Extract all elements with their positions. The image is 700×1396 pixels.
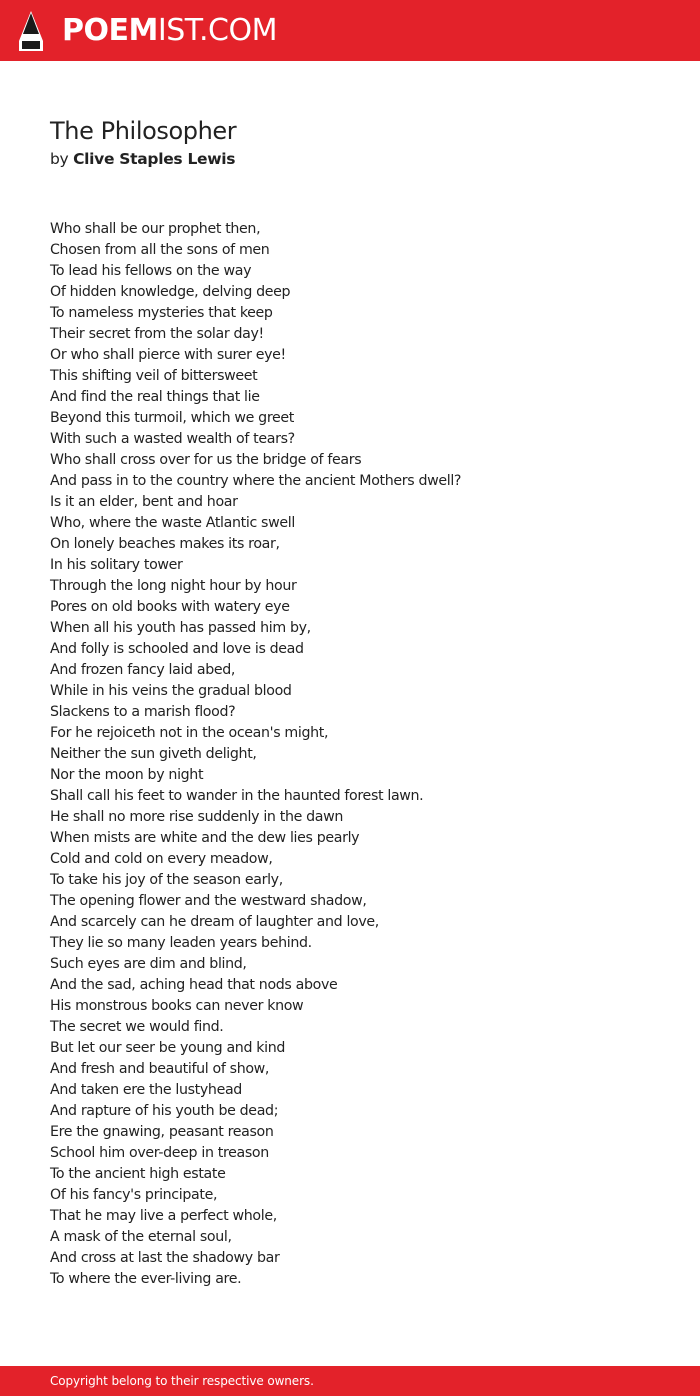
poem-line: Ere the gnawing, peasant reason bbox=[50, 1124, 274, 1140]
poem-line: His monstrous books can never know bbox=[50, 998, 304, 1014]
poem-line: When mists are white and the dew lies pearly bbox=[50, 830, 360, 846]
poem-line: Shall call his feet to wander in the haunted forest lawn. bbox=[50, 788, 424, 804]
poem-line: They lie so many leaden years behind. bbox=[50, 935, 312, 951]
poem-line: Who shall be our prophet then, bbox=[50, 221, 261, 237]
poem-byline bbox=[50, 148, 235, 170]
poem-line: And rapture of his youth be dead; bbox=[50, 1103, 279, 1119]
poem-line: Who, where the waste Atlantic swell bbox=[50, 515, 295, 531]
poem-line: The secret we would find. bbox=[50, 1019, 224, 1035]
poem-line: With such a wasted wealth of tears? bbox=[50, 431, 295, 447]
poem-line: The opening flower and the westward shadow, bbox=[50, 893, 367, 909]
poem-line: When all his youth has passed him by, bbox=[50, 620, 311, 636]
copyright-text: Copyright belong to their respective owners. bbox=[50, 1374, 314, 1388]
poem-line: While in his veins the gradual blood bbox=[50, 683, 292, 699]
poem-line: To the ancient high estate bbox=[50, 1166, 226, 1182]
poem-line: And frozen fancy laid abed, bbox=[50, 662, 236, 678]
poem-line: And scarcely can he dream of laughter and love, bbox=[50, 914, 379, 930]
poem-line: And the sad, aching head that nods above bbox=[50, 977, 338, 993]
poem-line: And taken ere the lustyhead bbox=[50, 1082, 242, 1098]
poem-line: And folly is schooled and love is dead bbox=[50, 641, 304, 657]
site-logo[interactable] bbox=[62, 11, 277, 51]
poem-line: And find the real things that lie bbox=[50, 389, 260, 405]
site-footer bbox=[0, 1366, 700, 1396]
poem-line: On lonely beaches makes its roar, bbox=[50, 536, 280, 552]
author-name[interactable]: Clive Staples Lewis bbox=[73, 150, 236, 168]
poem-title: The Philosopher bbox=[50, 117, 237, 145]
poem-line: This shifting veil of bittersweet bbox=[50, 368, 258, 384]
poem-line: And pass in to the country where the ancient Mothers dwell? bbox=[50, 473, 462, 489]
poem-line: To where the ever-living are. bbox=[50, 1271, 242, 1287]
poem-line: A mask of the eternal soul, bbox=[50, 1229, 232, 1245]
logo-bold-text: POEM bbox=[62, 13, 158, 48]
poem-line: To nameless mysteries that keep bbox=[50, 305, 273, 321]
poem-line: To take his joy of the season early, bbox=[50, 872, 283, 888]
by-label: by bbox=[50, 150, 69, 168]
poem-line: Or who shall pierce with surer eye! bbox=[50, 347, 286, 363]
poem-line: And fresh and beautiful of show, bbox=[50, 1061, 270, 1077]
poem-line: School him over-deep in treason bbox=[50, 1145, 269, 1161]
poem-line: Is it an elder, bent and hoar bbox=[50, 494, 238, 510]
poem-line: Chosen from all the sons of men bbox=[50, 242, 270, 258]
poem-line: Through the long night hour by hour bbox=[50, 578, 297, 594]
poem-line: Their secret from the solar day! bbox=[50, 326, 264, 342]
poem-line: Of his fancy's principate, bbox=[50, 1187, 218, 1203]
poem-line: But let our seer be young and kind bbox=[50, 1040, 286, 1056]
poem-line: Nor the moon by night bbox=[50, 767, 204, 783]
poem-line: Neither the sun giveth delight, bbox=[50, 746, 257, 762]
poem-line: In his solitary tower bbox=[50, 557, 183, 573]
poem-line: Such eyes are dim and blind, bbox=[50, 956, 247, 972]
pencil-tip-icon[interactable] bbox=[18, 10, 44, 52]
poem-line: And cross at last the shadowy bar bbox=[50, 1250, 280, 1266]
poem-body bbox=[50, 219, 461, 1290]
poem-line: Pores on old books with watery eye bbox=[50, 599, 290, 615]
poem-line: Beyond this turmoil, which we greet bbox=[50, 410, 294, 426]
logo-light-text: IST.COM bbox=[157, 13, 277, 48]
poem-line: He shall no more rise suddenly in the dawn bbox=[50, 809, 344, 825]
poem-line: That he may live a perfect whole, bbox=[50, 1208, 277, 1224]
poem-line: Who shall cross over for us the bridge of fears bbox=[50, 452, 362, 468]
poem-line: Of hidden knowledge, delving deep bbox=[50, 284, 291, 300]
poem-line: Slackens to a marish flood? bbox=[50, 704, 236, 720]
poem-line: For he rejoiceth not in the ocean's might, bbox=[50, 725, 329, 741]
poem-line: Cold and cold on every meadow, bbox=[50, 851, 273, 867]
poem-line: To lead his fellows on the way bbox=[50, 263, 252, 279]
site-header bbox=[0, 0, 700, 61]
